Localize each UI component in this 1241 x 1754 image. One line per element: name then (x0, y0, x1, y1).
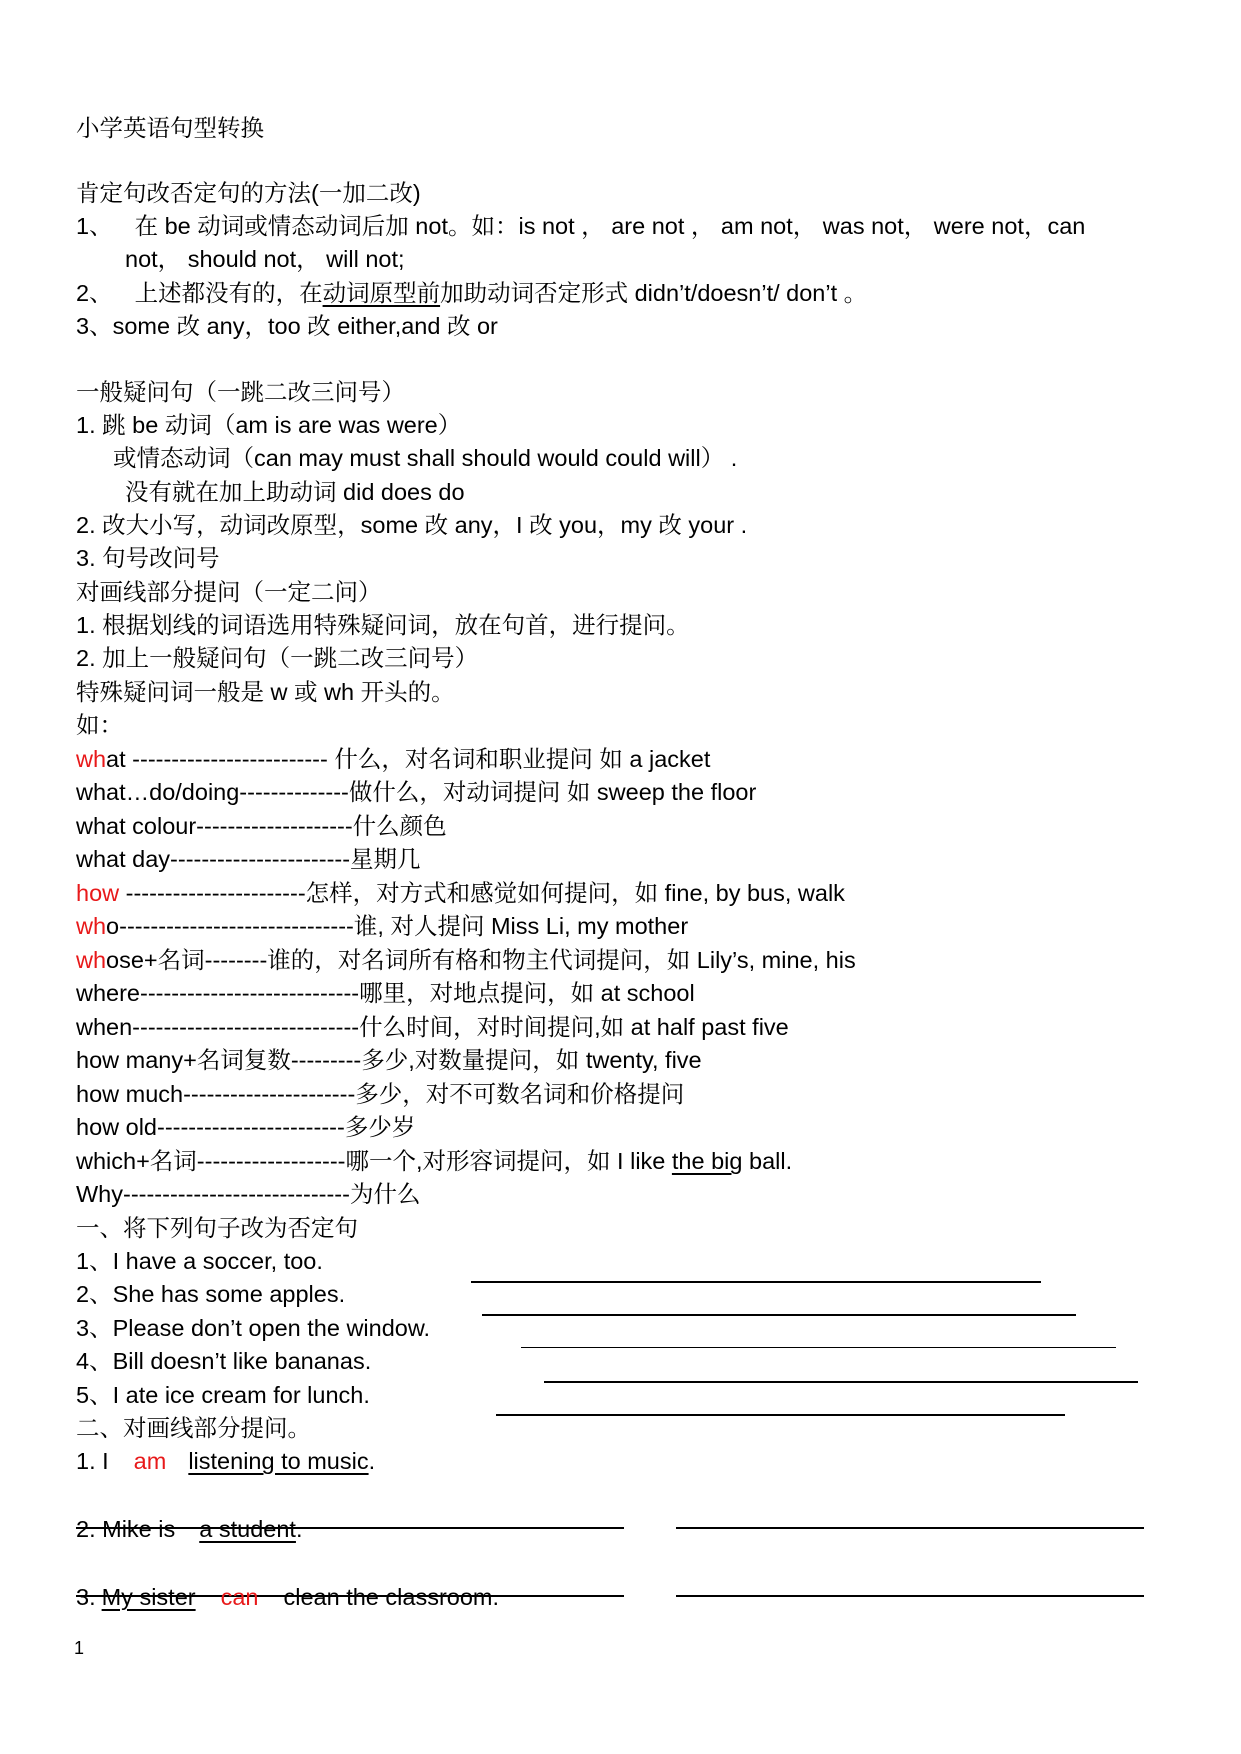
wh-word-why: Why-----------------------------为什么 (76, 1181, 421, 1207)
wh-word-what-doing: what…do/doing--------------做什么，对动词提问 如 sweep the floor (76, 779, 757, 805)
underlined-phrase: listening to music (188, 1448, 369, 1474)
underlined-phrase: the big (671, 1148, 743, 1174)
word-text: ose+名词--------谁的，对名词所有格和物主代词提问，如 Lily’s, mine, his (106, 947, 856, 973)
exercise2-heading: 二、对画线部分提问。 (76, 1415, 311, 1441)
red-letters: wh (76, 913, 107, 939)
underlined-phrase: a student (199, 1516, 296, 1542)
wh-note: 特殊疑问词一般是 w 或 wh 开头的。 (76, 679, 455, 705)
neg-rule-2 (76, 278, 867, 308)
yn-step-1-aux: 没有就在加上助动词 did does do (125, 479, 465, 505)
wh-word-what-colour: what colour--------------------什么颜色 (76, 813, 447, 839)
word-text: -----------------------怎样，对方式和感觉如何提问，如 fine, by bus, walk (119, 880, 845, 906)
neg-rule-1 (76, 211, 1085, 241)
rule-text: 加助动词否定形式 didn’t/doesn’t/ don’t 。 (440, 280, 868, 306)
page-number: 1 (74, 1638, 85, 1658)
red-letters: how (76, 880, 120, 906)
underlined-phrase: 动词原型前 (322, 280, 441, 306)
neg-rule-1-cont: not， should not， will not; (125, 246, 405, 272)
question-text: 2. Mike is (76, 1516, 176, 1542)
yn-step-1-modals: 或情态动词（can may must shall should would could will） . (113, 445, 738, 471)
yn-step-1: 1. 跳 be 动词（am is are was were） (76, 412, 462, 438)
exercise1-item-2: 2、She has some apples. (76, 1281, 346, 1307)
wh-word-when: when-----------------------------什么时间，对时间提问,如 at half past five (76, 1014, 789, 1040)
red-word: am (133, 1448, 167, 1474)
word-text: at ------------------------- 什么，对名词和职业提问 如 a jacket (106, 746, 711, 772)
wh-word-who (76, 911, 688, 941)
exercise2-q2 (76, 1514, 302, 1544)
question-text: 3. (76, 1584, 96, 1610)
question-text: 1. I (76, 1448, 109, 1474)
word-text: o------------------------------谁, 对人提问 Miss Li, my mother (106, 913, 689, 939)
exercise1-item-1: 1、I have a soccer, too. (76, 1248, 323, 1274)
exercise1-item-4: 4、Bill doesn’t like bananas. (76, 1348, 372, 1374)
word-text: which+名词-------------------哪一个,对形容词提问，如 I like (76, 1148, 672, 1174)
rule-text: 在 be 动词或情态动词后加 not。如：is not ， are not ， am not， was not， were not，can (134, 213, 1086, 239)
wh-word-how-old: how old------------------------多少岁 (76, 1114, 416, 1140)
yn-step-3: 3. 句号改问号 (76, 545, 220, 571)
neg-heading: 肯定句改否定句的方法(一加二改) (76, 180, 421, 206)
exercise2-q1 (76, 1446, 375, 1476)
wh-word-how (76, 878, 845, 908)
exercise1-item-5: 5、I ate ice cream for lunch. (76, 1382, 370, 1408)
answer-line[interactable] (482, 1314, 1076, 1316)
wh-word-what (76, 744, 710, 774)
exercise1-item-3: 3、Please don’t open the window. (76, 1315, 431, 1341)
wh-word-which (76, 1146, 792, 1176)
wh-word-what-day: what day-----------------------星期几 (76, 846, 421, 872)
answer-line[interactable] (676, 1527, 1144, 1529)
wh-word-where: where----------------------------哪里，对地点提问，如 at school (76, 980, 695, 1006)
yn-step-2: 2. 改大小写，动词改原型，some 改 any，I 改 you，my 改 your . (76, 512, 748, 538)
answer-line[interactable] (544, 1381, 1138, 1383)
yn-heading: 一般疑问句（一跳二改三问号） (76, 379, 405, 405)
rule-text: 上述都没有的，在 (134, 280, 323, 306)
answer-line[interactable] (496, 1414, 1065, 1416)
page-title: 小学英语句型转换 (76, 115, 264, 141)
wh-word-how-much: how much----------------------多少，对不可数名词和价格提问 (76, 1081, 685, 1107)
answer-line[interactable] (676, 1595, 1144, 1597)
rule-number: 1、 (76, 213, 113, 239)
neg-rule-3: 3、some 改 any，too 改 either,and 改 or (76, 313, 498, 339)
question-text: . (368, 1448, 376, 1474)
question-text: . (295, 1516, 303, 1542)
exercise1-heading: 一、将下列句子改为否定句 (76, 1215, 358, 1241)
underlined-phrase: My sister (101, 1584, 196, 1610)
question-text: clean the classroom. (283, 1584, 500, 1610)
answer-line[interactable] (521, 1347, 1116, 1348)
exercise2-q3 (76, 1582, 499, 1612)
wh-word-whose (76, 945, 856, 975)
wh-heading: 对画线部分提问（一定二问） (76, 579, 382, 605)
red-word: can (220, 1584, 259, 1610)
rule-number: 2、 (76, 280, 113, 306)
wh-step-2: 2. 加上一般疑问句（一跳二改三问号） (76, 645, 479, 671)
wh-eg: 如： (76, 712, 123, 738)
answer-line[interactable] (471, 1281, 1041, 1283)
red-letters: wh (76, 947, 107, 973)
red-letters: wh (76, 746, 107, 772)
word-text: ball. (742, 1148, 793, 1174)
wh-word-how-many: how many+名词复数---------多少,对数量提问，如 twenty, five (76, 1047, 702, 1073)
wh-step-1: 1. 根据划线的词语选用特殊疑问词，放在句首，进行提问。 (76, 612, 690, 638)
